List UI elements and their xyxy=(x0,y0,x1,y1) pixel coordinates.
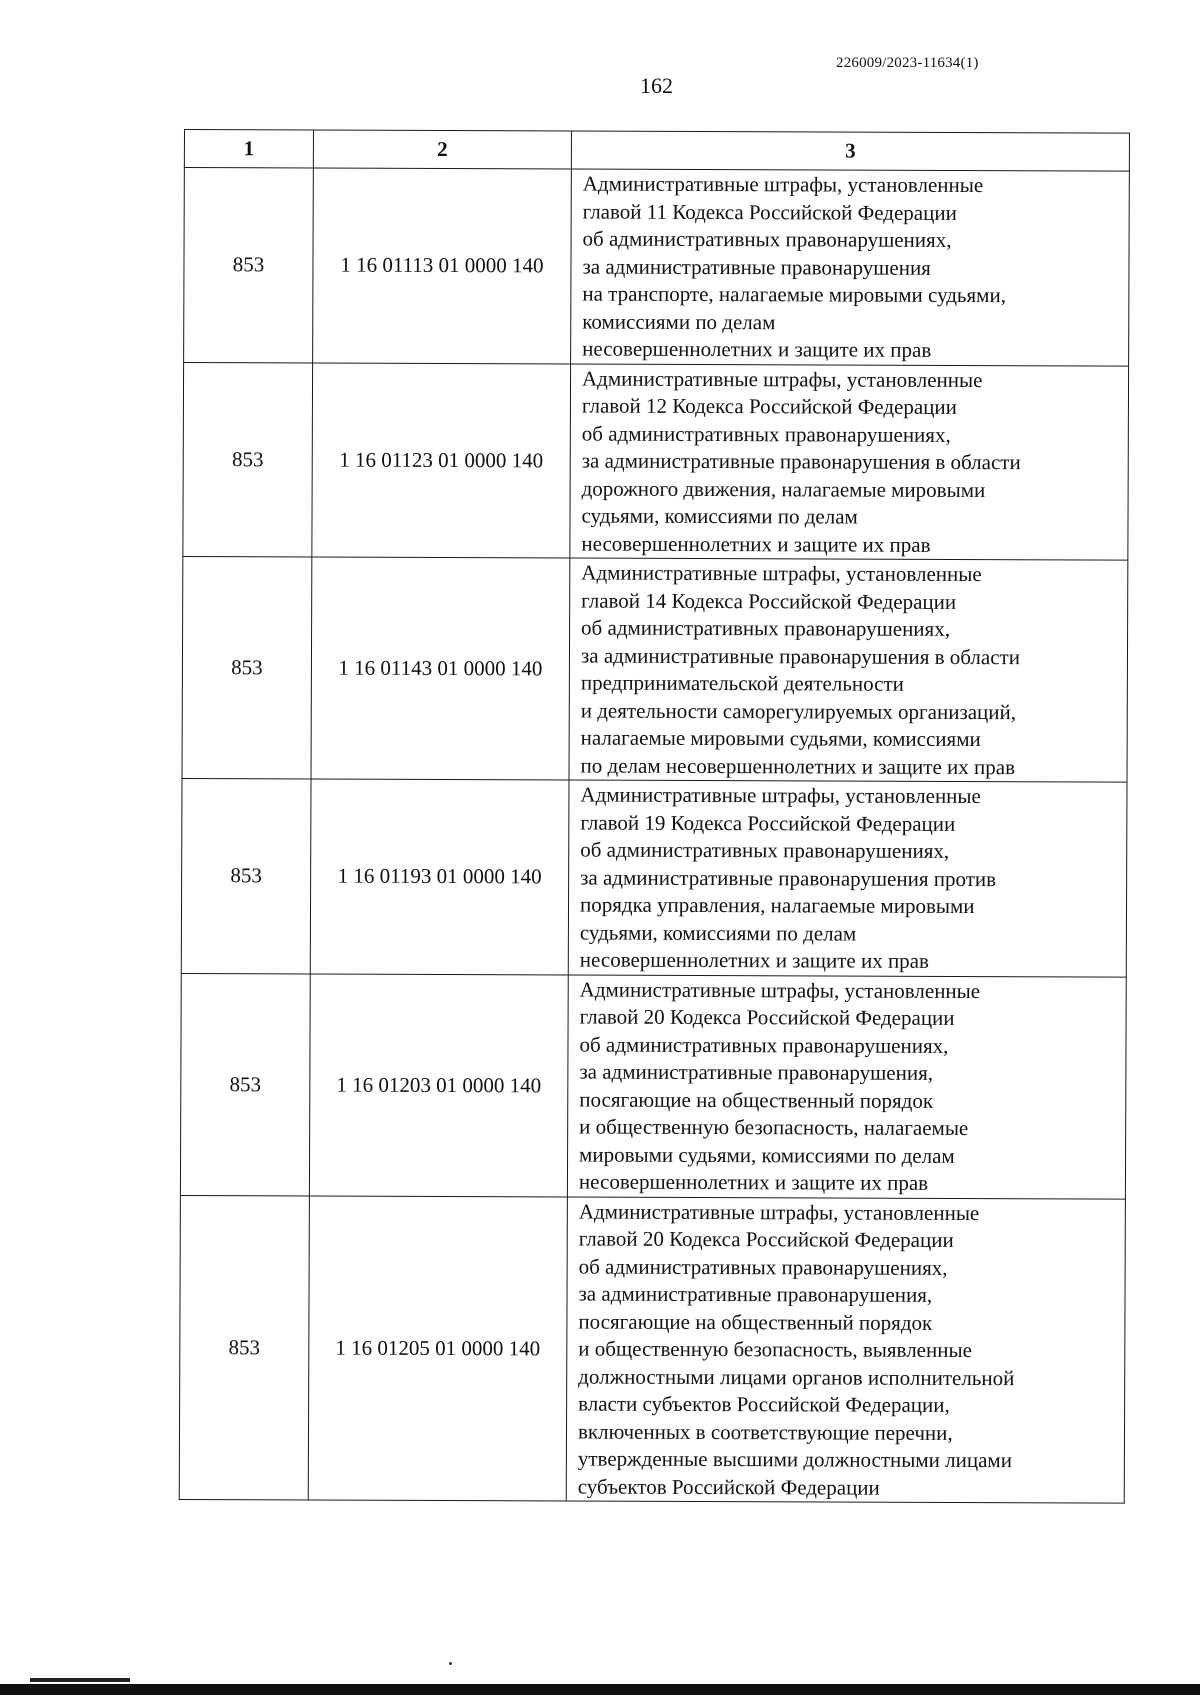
description-line: об административных правонарушениях, xyxy=(579,1032,949,1058)
income-code-cell: 1 16 01205 01 0000 140 xyxy=(308,1195,567,1500)
scan-speck xyxy=(449,1662,452,1665)
admin-code-cell: 853 xyxy=(181,778,311,973)
description-line: об административных правонарушениях, xyxy=(582,226,952,252)
column-header-1: 1 xyxy=(184,130,313,168)
description-line: главой 20 Кодекса Российской Федерации xyxy=(578,1226,954,1252)
description-line: судьями, комиссиями по делам xyxy=(579,920,857,946)
description-line: об административных правонарушениях, xyxy=(581,421,951,447)
description-line: по делам несовершеннолетних и защите их прав xyxy=(580,753,1016,779)
table-row xyxy=(184,168,1130,366)
description-line: об административных правонарушениях, xyxy=(581,615,951,641)
description-line: и общественную безопасность, налагаемые xyxy=(579,1114,969,1141)
description-line: главой 12 Кодекса Российской Федерации xyxy=(581,393,957,419)
description-line: Административные штрафы, установленные xyxy=(579,977,981,1003)
income-code-cell: 1 16 01203 01 0000 140 xyxy=(309,973,568,1196)
table-row xyxy=(183,362,1129,560)
description-line: субъектов Российской Федерации xyxy=(577,1474,880,1500)
description-line: за административные правонарушения xyxy=(582,254,931,280)
income-code-cell: 1 16 01123 01 0000 140 xyxy=(312,362,571,557)
table-header-row xyxy=(184,130,1129,172)
fines-table xyxy=(179,129,1130,1504)
description-line: за административные правонарушения в области xyxy=(580,643,1021,669)
description-cell xyxy=(571,169,1130,366)
description-line: за административные правонарушения, xyxy=(579,1059,934,1085)
description-line: налагаемые мировыми судьями, комиссиями xyxy=(580,725,981,752)
description-line: главой 20 Кодекса Российской Федерации xyxy=(579,1004,955,1030)
description-line: об административных правонарушениях, xyxy=(578,1254,948,1280)
table-row xyxy=(181,778,1127,976)
description-line: утвержденные высшими должностными лицами xyxy=(577,1446,1013,1473)
description-line: на транспорте, налагаемые мировыми судьями, xyxy=(582,281,1007,308)
description-line: Административные штрафы, установленные xyxy=(581,560,982,587)
description-line: об административных правонарушениях, xyxy=(580,837,950,863)
description-line: несовершеннолетних и защите их прав xyxy=(581,531,931,557)
description-line: посягающие на общественный порядок xyxy=(579,1087,934,1113)
description-line: и деятельности саморегулируемых организаций, xyxy=(580,698,1017,724)
description-cell xyxy=(567,974,1126,1198)
column-header-3: 3 xyxy=(571,131,1129,171)
description-line: несовершеннолетних и защите их прав xyxy=(582,336,932,362)
description-line: предпринимательской деятельности xyxy=(580,670,904,696)
description-line: за административные правонарушения в области xyxy=(581,448,1021,475)
table-body xyxy=(179,168,1129,1504)
admin-code-cell: 853 xyxy=(182,556,312,778)
admin-code-cell: 853 xyxy=(183,362,313,557)
description-line: посягающие на общественный порядок xyxy=(578,1309,933,1335)
scan-bottom-edge xyxy=(0,1684,1200,1695)
description-line: и общественную безопасность, выявленные xyxy=(578,1336,972,1363)
description-line: главой 11 Кодекса Российской Федерации xyxy=(582,199,957,225)
description-line: мировыми судьями, комиссиями по делам xyxy=(579,1142,955,1168)
description-line: Административные штрафы, установленные xyxy=(580,782,981,809)
table-row xyxy=(179,1195,1125,1503)
description-line: за административные правонарушения, xyxy=(578,1281,933,1307)
description-line: судьями, комиссиями по делам xyxy=(581,503,858,529)
description-line: дорожного движения, налагаемые мировыми xyxy=(581,476,986,502)
admin-code-cell: 853 xyxy=(184,168,314,363)
description-line: несовершеннолетних и защите их прав xyxy=(579,947,929,973)
description-line: Административные штрафы, установленные xyxy=(582,171,984,198)
scan-edge-mark xyxy=(30,1678,130,1682)
income-code-cell: 1 16 01193 01 0000 140 xyxy=(310,779,569,974)
description-line: порядка управления, налагаемые мировыми xyxy=(579,892,975,919)
description-line: главой 14 Кодекса Российской Федерации xyxy=(581,588,957,614)
description-cell xyxy=(569,558,1128,782)
table-row xyxy=(180,973,1126,1199)
description-cell xyxy=(566,1196,1125,1503)
description-line: главой 19 Кодекса Российской Федерации xyxy=(580,810,956,836)
description-line: за административные правонарушения против xyxy=(580,865,997,891)
description-line: несовершеннолетних и защите их прав xyxy=(578,1169,929,1195)
table-row xyxy=(182,556,1128,782)
description-cell xyxy=(568,780,1127,977)
column-header-2: 2 xyxy=(313,130,571,169)
description-line: должностными лицами органов исполнительной xyxy=(578,1364,1015,1390)
admin-code-cell: 853 xyxy=(179,1195,309,1500)
page-number: 162 xyxy=(640,73,673,98)
description-line: включенных в соответствующие перечни, xyxy=(577,1419,953,1445)
description-line: комиссиями по делам xyxy=(582,309,776,334)
document-reference-number: 226009/2023-11634(1) xyxy=(836,55,979,71)
income-code-cell: 1 16 01143 01 0000 140 xyxy=(311,557,570,780)
income-code-cell: 1 16 01113 01 0000 140 xyxy=(313,168,572,363)
description-line: власти субъектов Российской Федерации, xyxy=(578,1391,950,1417)
description-cell xyxy=(570,363,1129,560)
admin-code-cell: 853 xyxy=(180,973,310,1195)
description-line: Административные штрафы, установленные xyxy=(578,1199,980,1225)
description-line: Административные штрафы, установленные xyxy=(582,366,983,392)
